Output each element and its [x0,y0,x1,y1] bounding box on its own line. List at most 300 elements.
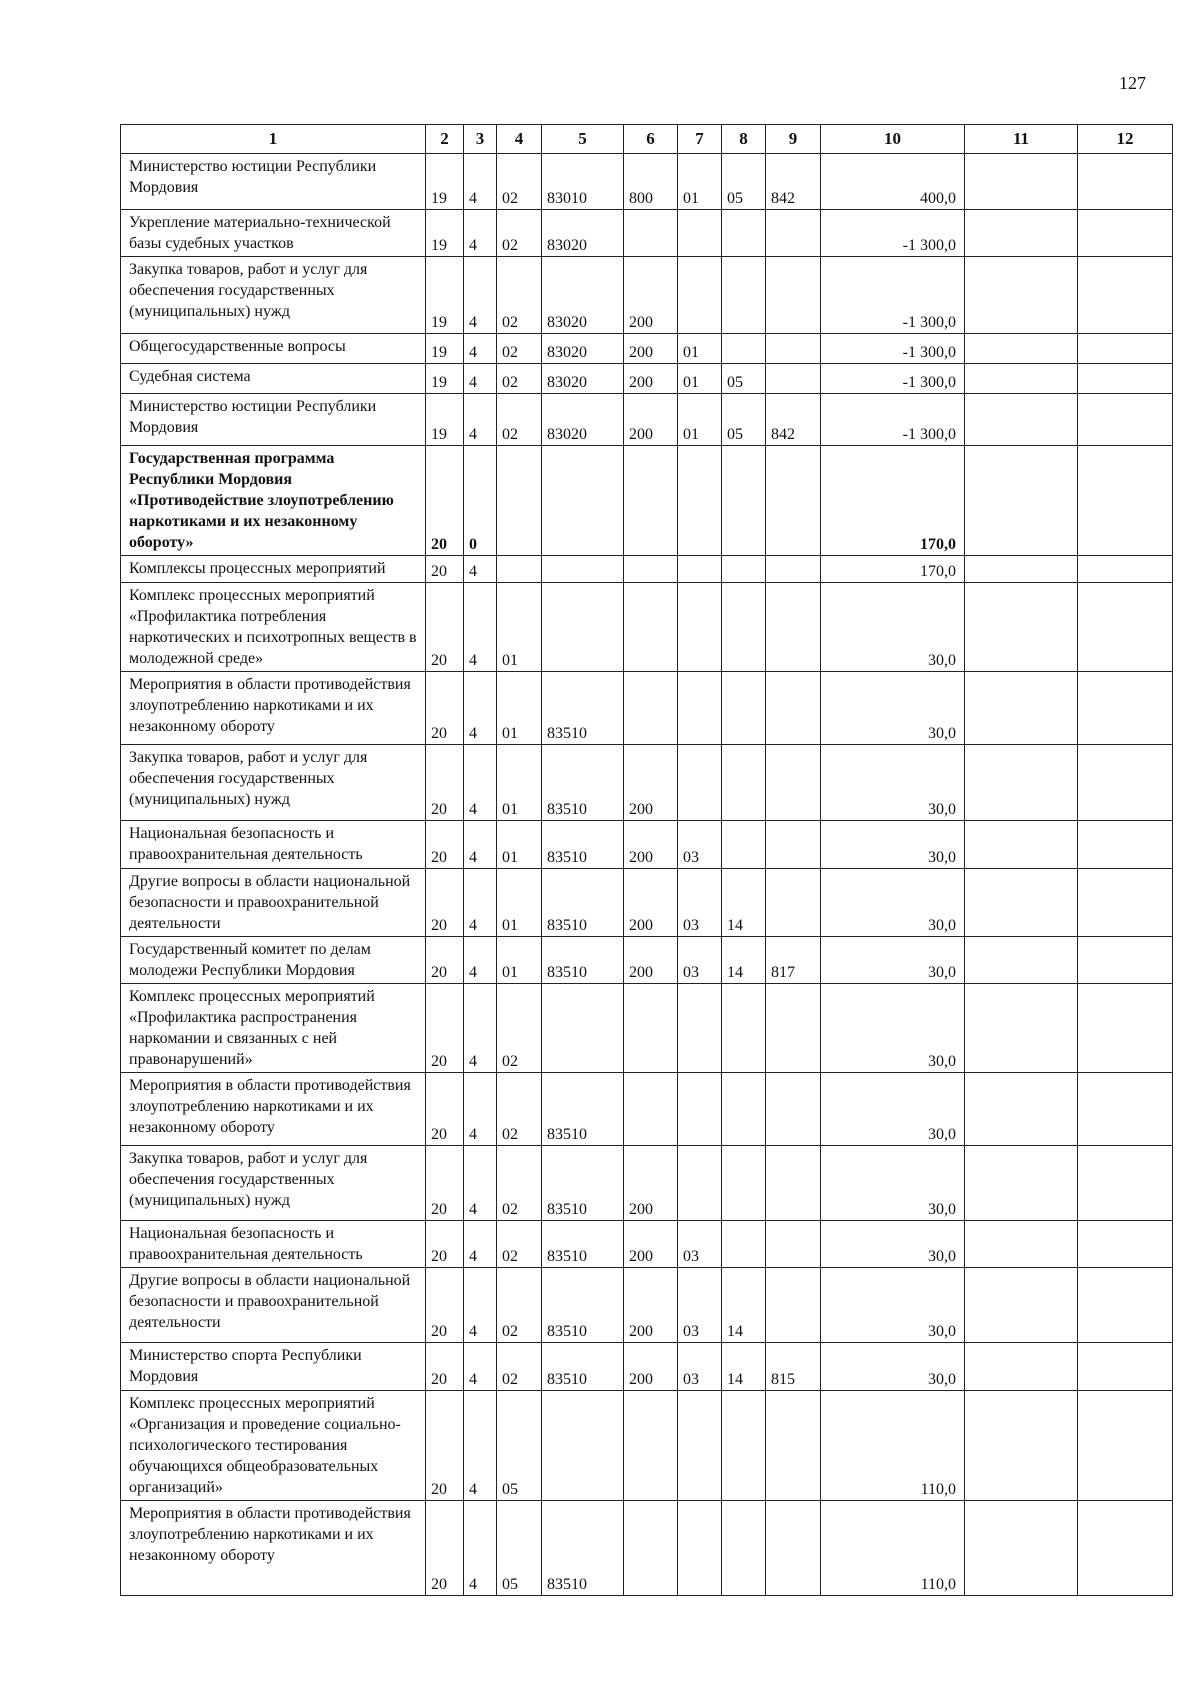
row-code-program: 20 [426,446,464,556]
row-code-ministry: 842 [766,154,821,210]
row-col-11 [965,556,1078,583]
row-code-program: 20 [426,1501,464,1596]
row-code-expense-type: 200 [624,364,678,394]
row-code-complex: 02 [497,1221,542,1268]
row-col-11 [965,446,1078,556]
table-row [121,364,1173,394]
table-row [121,1268,1173,1343]
row-code-program: 20 [426,1391,464,1501]
row-col-12 [1078,583,1173,672]
row-code-program: 20 [426,672,464,745]
row-code-complex: 02 [497,210,542,257]
row-name: Другие вопросы в области национальной безопасности и правоохранительной деятельности [121,869,426,937]
row-col-12 [1078,869,1173,937]
row-code-section: 01 [678,364,722,394]
row-code-section: 03 [678,937,722,984]
row-code-subsection [722,1146,766,1221]
row-code-subprogram: 4 [464,334,497,364]
row-name: Мероприятия в области противодействия злоупотреблению наркотиками и их незаконному обороту [121,1501,426,1596]
row-code-direction: 83510 [542,672,624,745]
row-code-section [678,556,722,583]
row-code-ministry: 815 [766,1343,821,1391]
row-code-subsection [722,210,766,257]
row-col-11 [965,672,1078,745]
row-code-section: 01 [678,334,722,364]
row-col-11 [965,1073,1078,1146]
row-code-subsection [722,334,766,364]
row-code-ministry [766,446,821,556]
col-header-9: 9 [766,125,821,154]
row-code-subprogram: 4 [464,583,497,672]
row-code-complex: 05 [497,1391,542,1501]
row-code-ministry [766,364,821,394]
row-code-subsection [722,745,766,821]
table-row [121,821,1173,869]
row-name: Министерство спорта Республики Мордовия [121,1343,426,1391]
row-col-11 [965,334,1078,364]
row-code-ministry [766,1501,821,1596]
row-code-subprogram: 4 [464,210,497,257]
row-code-ministry [766,334,821,364]
row-code-program: 20 [426,937,464,984]
row-code-section: 03 [678,869,722,937]
row-code-complex: 01 [497,672,542,745]
row-code-expense-type: 200 [624,937,678,984]
row-code-direction: 83510 [542,1501,624,1596]
row-name: Министерство юстиции Республики Мордовия [121,394,426,446]
table-row [121,1146,1173,1221]
row-code-ministry [766,1221,821,1268]
row-code-expense-type: 800 [624,154,678,210]
row-code-subprogram: 4 [464,937,497,984]
row-code-direction: 83020 [542,364,624,394]
row-code-program: 20 [426,583,464,672]
row-code-ministry [766,1391,821,1501]
row-code-section: 03 [678,821,722,869]
row-code-direction: 83510 [542,869,624,937]
row-code-complex [497,556,542,583]
row-code-complex: 02 [497,257,542,334]
row-col-11 [965,583,1078,672]
header-row [121,125,1173,154]
row-code-section [678,1391,722,1501]
row-amount: -1 300,0 [821,257,965,334]
row-code-section [678,1501,722,1596]
row-col-12 [1078,672,1173,745]
col-header-2: 2 [426,125,464,154]
row-name: Национальная безопасность и правоохранительная деятельность [121,1221,426,1268]
row-name: Министерство юстиции Республики Мордовия [121,154,426,210]
row-code-complex [497,446,542,556]
row-col-11 [965,869,1078,937]
row-amount: 170,0 [821,446,965,556]
row-code-expense-type [624,672,678,745]
row-code-direction: 83020 [542,257,624,334]
row-amount: 30,0 [821,1073,965,1146]
row-code-complex: 02 [497,1268,542,1343]
row-code-complex: 02 [497,394,542,446]
row-code-subprogram: 4 [464,745,497,821]
row-name: Закупка товаров, работ и услуг для обеспечения государственных (муниципальных) нужд [121,257,426,334]
row-col-12 [1078,1073,1173,1146]
row-amount: 110,0 [821,1391,965,1501]
row-code-section: 03 [678,1343,722,1391]
row-code-ministry [766,257,821,334]
col-header-1: 1 [121,125,426,154]
row-col-11 [965,257,1078,334]
row-code-program: 20 [426,869,464,937]
row-code-direction: 83510 [542,1221,624,1268]
row-code-subprogram: 4 [464,869,497,937]
row-code-direction: 83510 [542,1268,624,1343]
row-col-12 [1078,745,1173,821]
row-code-ministry [766,1268,821,1343]
row-code-direction: 83510 [542,1073,624,1146]
row-col-12 [1078,1268,1173,1343]
row-col-11 [965,154,1078,210]
row-code-subprogram: 4 [464,1268,497,1343]
row-code-expense-type: 200 [624,1221,678,1268]
row-code-program: 20 [426,556,464,583]
row-code-subsection [722,1501,766,1596]
row-code-expense-type: 200 [624,745,678,821]
row-code-subprogram: 4 [464,672,497,745]
row-name: Закупка товаров, работ и услуг для обеспечения государственных (муниципальных) нужд [121,745,426,821]
row-code-subsection: 14 [722,869,766,937]
row-col-12 [1078,1501,1173,1596]
row-code-subsection: 14 [722,1343,766,1391]
row-code-subsection [722,984,766,1073]
row-name: Мероприятия в области противодействия злоупотреблению наркотиками и их незаконному обороту [121,1073,426,1146]
row-code-expense-type [624,446,678,556]
row-code-program: 20 [426,1221,464,1268]
row-col-12 [1078,394,1173,446]
row-col-11 [965,984,1078,1073]
row-code-direction [542,984,624,1073]
row-name: Другие вопросы в области национальной безопасности и правоохранительной деятельности [121,1268,426,1343]
row-col-12 [1078,334,1173,364]
table-row [121,446,1173,556]
row-code-direction: 83510 [542,1343,624,1391]
row-code-program: 20 [426,1343,464,1391]
row-amount: 30,0 [821,1221,965,1268]
row-code-direction: 83510 [542,937,624,984]
row-code-subsection [722,1073,766,1146]
row-col-12 [1078,210,1173,257]
row-code-complex: 02 [497,1073,542,1146]
row-code-subprogram: 4 [464,556,497,583]
row-code-section: 03 [678,1221,722,1268]
row-code-ministry [766,1146,821,1221]
col-header-7: 7 [678,125,722,154]
row-col-12 [1078,984,1173,1073]
table-row [121,257,1173,334]
row-code-ministry [766,556,821,583]
row-code-complex: 02 [497,154,542,210]
row-code-subsection: 05 [722,394,766,446]
col-header-6: 6 [624,125,678,154]
row-amount: 30,0 [821,869,965,937]
table-row [121,210,1173,257]
row-amount: -1 300,0 [821,364,965,394]
row-code-expense-type [624,556,678,583]
table-row [121,154,1173,210]
row-code-complex: 01 [497,583,542,672]
row-amount: 30,0 [821,1146,965,1221]
row-col-12 [1078,1146,1173,1221]
row-name: Государственный комитет по делам молодежи Республики Мордовия [121,937,426,984]
row-code-section: 01 [678,394,722,446]
row-code-program: 19 [426,257,464,334]
table-row [121,583,1173,672]
row-name: Государственная программа Республики Мордовия «Противодействие злоупотреблению наркотиками и их незаконному обороту» [121,446,426,556]
row-name: Комплекс процессных мероприятий «Профилактика потребления наркотических и психотропных веществ в молодежной среде» [121,583,426,672]
row-col-12 [1078,257,1173,334]
row-code-subsection [722,257,766,334]
row-code-subsection [722,556,766,583]
row-code-subprogram: 4 [464,1343,497,1391]
row-code-subprogram: 4 [464,821,497,869]
row-amount: -1 300,0 [821,394,965,446]
row-code-direction: 83510 [542,821,624,869]
budget-table [120,124,1173,1596]
row-amount: 30,0 [821,745,965,821]
table-row [121,556,1173,583]
row-code-complex: 01 [497,821,542,869]
row-code-section [678,210,722,257]
row-code-subprogram: 4 [464,984,497,1073]
row-name: Судебная система [121,364,426,394]
row-code-program: 20 [426,1073,464,1146]
col-header-4: 4 [497,125,542,154]
table-body [121,154,1173,1596]
table-row [121,1391,1173,1501]
row-code-subprogram: 4 [464,1501,497,1596]
row-code-subprogram: 4 [464,154,497,210]
row-col-12 [1078,1391,1173,1501]
row-code-direction [542,583,624,672]
row-amount: 30,0 [821,1343,965,1391]
row-code-section [678,984,722,1073]
row-name: Комплекс процессных мероприятий «Профилактика распространения наркомании и связанных с ней правонарушений» [121,984,426,1073]
table-row [121,745,1173,821]
col-header-11: 11 [965,125,1078,154]
row-code-direction: 83020 [542,334,624,364]
row-code-expense-type [624,210,678,257]
row-name: Национальная безопасность и правоохранительная деятельность [121,821,426,869]
col-header-12: 12 [1078,125,1173,154]
row-code-ministry: 842 [766,394,821,446]
row-code-expense-type: 200 [624,334,678,364]
col-header-3: 3 [464,125,497,154]
row-code-subprogram: 0 [464,446,497,556]
row-code-section [678,1073,722,1146]
row-code-expense-type [624,1073,678,1146]
row-name: Закупка товаров, работ и услуг для обеспечения государственных (муниципальных) нужд [121,1146,426,1221]
row-col-12 [1078,446,1173,556]
table-header [121,125,1173,154]
row-code-subsection: 05 [722,364,766,394]
row-code-section [678,583,722,672]
table-row [121,937,1173,984]
row-amount: 30,0 [821,583,965,672]
row-col-12 [1078,556,1173,583]
row-code-ministry [766,821,821,869]
row-code-subprogram: 4 [464,1073,497,1146]
row-code-subprogram: 4 [464,1391,497,1501]
table-row [121,869,1173,937]
row-code-section [678,672,722,745]
table-row [121,672,1173,745]
row-code-complex: 02 [497,1343,542,1391]
row-code-expense-type: 200 [624,394,678,446]
row-code-subsection [722,1221,766,1268]
row-code-program: 19 [426,210,464,257]
row-code-expense-type: 200 [624,821,678,869]
row-code-ministry [766,1073,821,1146]
row-col-11 [965,745,1078,821]
row-col-11 [965,364,1078,394]
row-code-ministry [766,583,821,672]
row-code-subsection: 14 [722,1268,766,1343]
row-code-expense-type: 200 [624,1343,678,1391]
row-code-subsection [722,583,766,672]
row-amount: 30,0 [821,821,965,869]
row-code-expense-type: 200 [624,1146,678,1221]
row-amount: 400,0 [821,154,965,210]
col-header-10: 10 [821,125,965,154]
row-col-12 [1078,1221,1173,1268]
row-amount: 30,0 [821,672,965,745]
row-col-11 [965,1501,1078,1596]
row-code-subsection [722,821,766,869]
row-code-ministry [766,984,821,1073]
row-name: Комплексы процессных мероприятий [121,556,426,583]
row-code-complex: 01 [497,937,542,984]
row-col-12 [1078,937,1173,984]
row-code-complex: 02 [497,334,542,364]
row-code-direction: 83020 [542,210,624,257]
row-code-section [678,745,722,821]
row-code-subsection [722,446,766,556]
row-code-expense-type [624,1501,678,1596]
row-col-11 [965,1391,1078,1501]
row-code-direction [542,556,624,583]
table-row [121,1221,1173,1268]
row-code-subsection [722,672,766,745]
row-amount: -1 300,0 [821,210,965,257]
row-code-complex: 02 [497,1146,542,1221]
row-code-section: 03 [678,1268,722,1343]
row-code-program: 19 [426,334,464,364]
row-col-12 [1078,154,1173,210]
row-code-program: 19 [426,394,464,446]
row-code-program: 19 [426,364,464,394]
row-code-program: 20 [426,1146,464,1221]
row-code-complex: 05 [497,1501,542,1596]
row-code-complex: 02 [497,984,542,1073]
row-code-expense-type [624,984,678,1073]
row-code-section [678,1146,722,1221]
row-code-direction: 83010 [542,154,624,210]
row-code-ministry [766,672,821,745]
table-row [121,334,1173,364]
row-code-section: 01 [678,154,722,210]
row-col-12 [1078,1343,1173,1391]
row-name: Комплекс процессных мероприятий «Организация и проведение социально-психологического тестирования обучающихся общеобразовательных организаций» [121,1391,426,1501]
row-code-direction: 83510 [542,745,624,821]
row-code-subprogram: 4 [464,364,497,394]
table-row [121,1501,1173,1596]
row-code-ministry [766,869,821,937]
row-code-program: 20 [426,984,464,1073]
row-code-program: 19 [426,154,464,210]
row-col-11 [965,1146,1078,1221]
row-code-section [678,446,722,556]
row-amount: 30,0 [821,984,965,1073]
row-code-subsection: 14 [722,937,766,984]
row-code-expense-type [624,583,678,672]
row-code-subsection: 05 [722,154,766,210]
row-code-ministry [766,745,821,821]
row-code-subprogram: 4 [464,1221,497,1268]
table-row [121,984,1173,1073]
row-code-expense-type [624,1391,678,1501]
row-code-complex: 01 [497,745,542,821]
row-code-program: 20 [426,1268,464,1343]
row-col-11 [965,1268,1078,1343]
row-name: Укрепление материально-технической базы судебных участков [121,210,426,257]
row-amount: 110,0 [821,1501,965,1596]
row-code-subprogram: 4 [464,394,497,446]
row-name: Мероприятия в области противодействия злоупотреблению наркотиками и их незаконному обороту [121,672,426,745]
row-code-program: 20 [426,745,464,821]
row-code-subprogram: 4 [464,1146,497,1221]
row-code-direction: 83510 [542,1146,624,1221]
row-col-11 [965,1221,1078,1268]
row-col-11 [965,210,1078,257]
row-col-12 [1078,821,1173,869]
row-code-direction [542,446,624,556]
row-code-complex: 01 [497,869,542,937]
row-code-section [678,257,722,334]
row-amount: 170,0 [821,556,965,583]
row-code-ministry: 817 [766,937,821,984]
row-col-11 [965,821,1078,869]
table-row [121,394,1173,446]
page-number: 127 [1119,73,1146,93]
col-header-8: 8 [722,125,766,154]
row-code-expense-type: 200 [624,257,678,334]
table-row [121,1343,1173,1391]
table-row [121,1073,1173,1146]
row-amount: 30,0 [821,937,965,984]
row-name: Общегосударственные вопросы [121,334,426,364]
row-col-11 [965,937,1078,984]
row-code-subsection [722,1391,766,1501]
row-col-11 [965,394,1078,446]
row-code-ministry [766,210,821,257]
row-code-complex: 02 [497,364,542,394]
row-code-subprogram: 4 [464,257,497,334]
row-code-direction [542,1391,624,1501]
row-code-direction: 83020 [542,394,624,446]
row-code-expense-type: 200 [624,1268,678,1343]
row-col-11 [965,1343,1078,1391]
row-amount: 30,0 [821,1268,965,1343]
col-header-5: 5 [542,125,624,154]
row-code-program: 20 [426,821,464,869]
